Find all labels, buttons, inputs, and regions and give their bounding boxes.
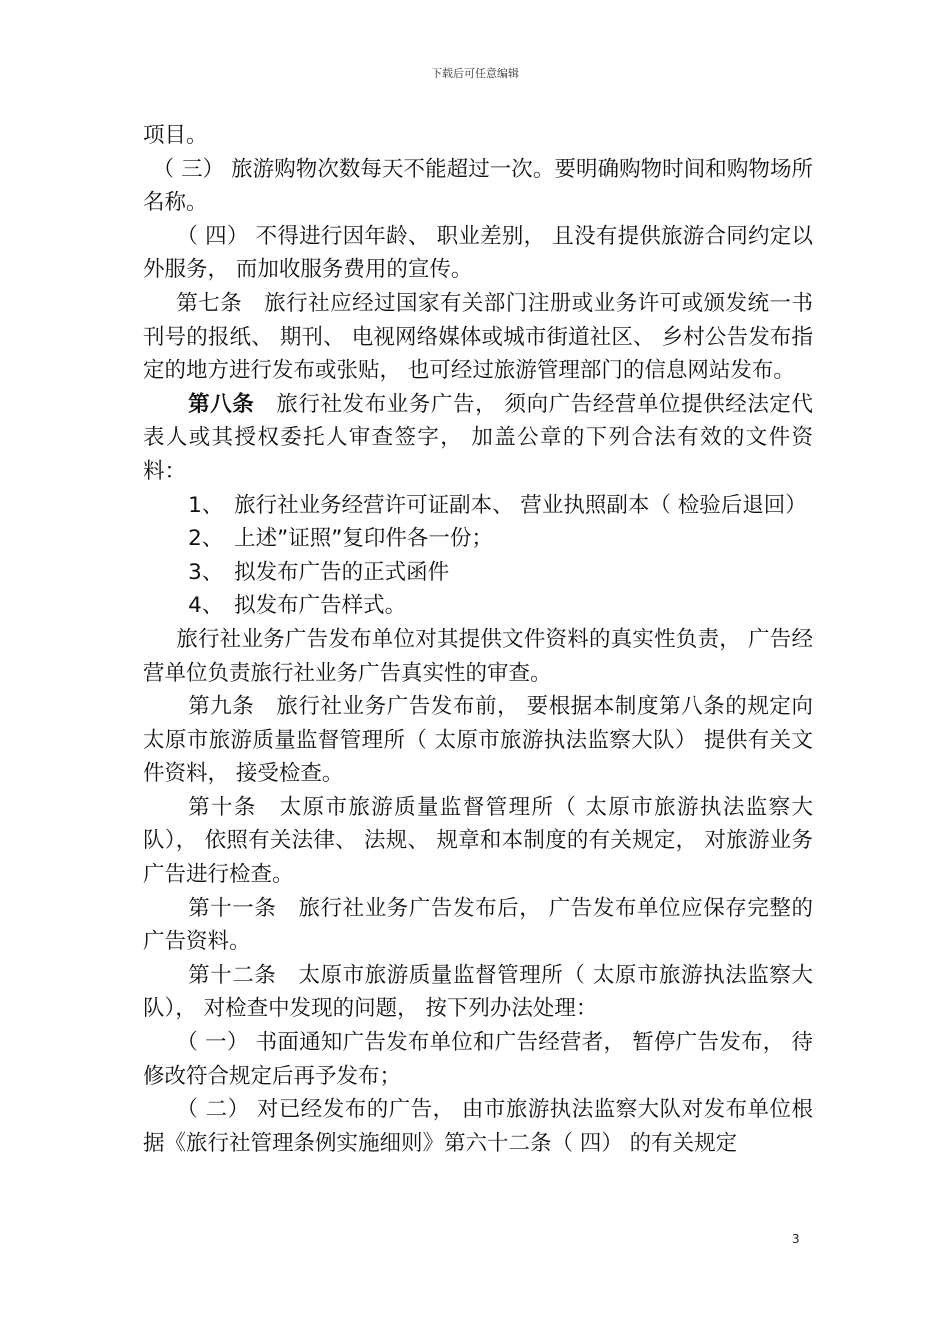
- list-item-2: 2、 上述”证照”复印件各一份；: [188, 526, 493, 552]
- paragraph-item-2: （ 二） 对已经发布的广告， 由市旅游执法监察大队对发布单位根据《旅行社管理条例实施细则》第六十二条（ 四） 的有关规定: [143, 1097, 813, 1156]
- article-11: 第十一条 旅行社业务广告发布后， 广告发布单位应保存完整的广告资料。: [143, 895, 813, 955]
- paragraph-item-3: （ 三） 旅游购物次数每天不能超过一次。要明确购物时间和购物场所名称。: [143, 156, 813, 216]
- paragraph-item-4: （ 四） 不得进行因年龄、 职业差别， 且没有提供旅游合同约定以外服务， 而加收服务费用的宣传。: [143, 223, 813, 283]
- page-number: 3: [792, 1232, 800, 1246]
- article-8: [143, 388, 813, 489]
- paragraph-item-1: （ 一） 书面通知广告发布单位和广告经营者， 暂停广告发布， 待修改符合规定后再予发布；: [143, 1030, 813, 1089]
- list-item-3: 3、 拟发布广告的正式函件: [188, 559, 450, 585]
- paragraph: 项目。: [143, 123, 208, 148]
- page-header: 下载后可任意编辑: [431, 67, 519, 80]
- article-10: 第十条 太原市旅游质量监督管理所（ 太原市旅游执法监察大队）， 依照有关法律、 法规、 规章和本制度的有关规定， 对旅游业务广告进行检查。: [143, 794, 813, 888]
- list-item-4: 4、 拟发布广告样式。: [188, 593, 407, 619]
- article-12: 第十二条 太原市旅游质量监督管理所（ 太原市旅游执法监察大队）， 对检查中发现的问题， 按下列办法处理：: [143, 962, 813, 1022]
- paragraph-responsibility: 旅行社业务广告发布单位对其提供文件资料的真实性负责， 广告经营单位负责旅行社业务广告真实性的审查。: [143, 626, 813, 686]
- article-9: 第九条 旅行社业务广告发布前， 要根据本制度第八条的规定向太原市旅游质量监督管理所（ 太原市旅游执法监察大队） 提供有关文件资料， 接受检查。: [143, 694, 813, 787]
- article-8-text: 旅行社发布业务广告， 须向广告经营单位提供经法定代表人或其授权委托人审查签字， 加盖公章的下列合法有效的文件资料：: [143, 391, 813, 484]
- article-8-label: 第八条: [188, 391, 255, 417]
- document-body: [143, 119, 813, 1160]
- article-7: 第七条 旅行社应经过国家有关部门注册或业务许可或颁发统一书刊号的报纸、 期刊、 电视网络媒体或城市街道社区、 乡村公告发布指定的地方进行发布或张贴， 也可经过旅游管理部门的信息网站发布。: [143, 290, 813, 384]
- list-item-1: 1、 旅行社业务经营许可证副本、 营业执照副本（ 检验后退回）: [188, 492, 807, 518]
